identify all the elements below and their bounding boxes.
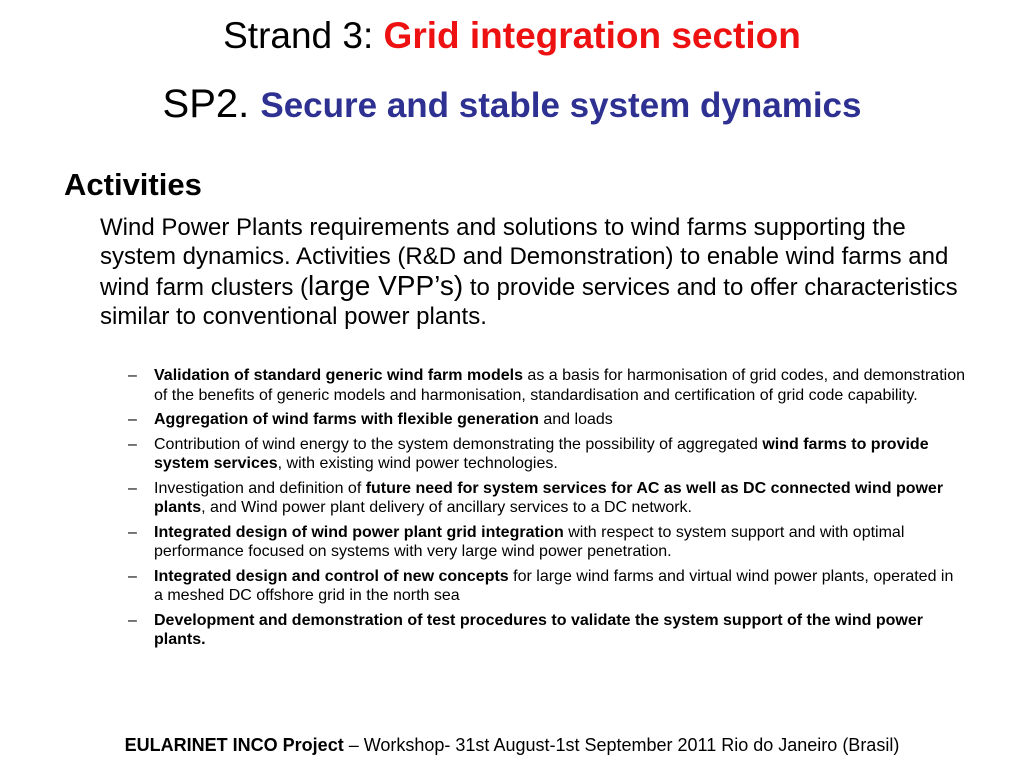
activity-list [126,366,966,655]
subtitle-highlight: Secure and stable system dynamics [260,86,862,125]
footer-event: – Workshop- 31st August-1st September 2011 Rio do Janeiro (Brasil) [343,735,900,755]
bullet-text: as a basis for harmonisation of grid codes, and demonstration of the benefits of generic models and harmonisation, standardisation and certification of grid code capability. [154,367,965,404]
bullet-text: , and Wind power plant delivery of ancillary services to a DC network. [201,499,692,516]
bullet-bold: Development and demonstration of test procedures to validate the system support of the wind power plants. [154,611,923,648]
slide-subtitle [0,80,1024,130]
bullet-dash: – [128,411,137,428]
slide-title [0,14,1024,58]
bullet-bold: Integrated design and control of new concepts [154,567,509,585]
footer-project: EULARINET INCO Project [124,735,344,755]
list-item [126,479,966,518]
activities-heading: Activities [64,167,202,202]
intro-text-1: Wind Power Plants requirements and solutions to wind farms supporting the system dynamics. Activities (R&D and Demonstration) to enable wind farms and wind farm clusters ( [100,214,949,301]
slide-footer [0,733,1024,757]
bullet-bold: Aggregation of wind farms with flexible generation [154,411,539,428]
list-item [126,611,966,650]
list-item [126,410,966,430]
intro-paragraph [100,213,980,331]
bullet-text: , with existing wind power technologies. [277,455,558,472]
bullet-text: for large wind farms and virtual wind power plants, operated in a meshed DC offshore grid in the north sea [154,567,954,604]
title-highlight: Grid integration section [383,15,801,56]
intro-text-2: to provide services and to offer characteristics similar to conventional power plants. [100,274,958,330]
subtitle-prefix: SP2. [162,82,261,126]
bullet-text: Contribution of wind energy to the system demonstrating the possibility of aggregated [154,435,763,453]
bullet-bold: wind farms to provide system services [154,435,929,472]
bullet-text: Investigation and definition of [154,479,366,497]
list-item [126,567,966,606]
bullet-bold: Validation of standard generic wind farm models [154,367,523,384]
title-prefix: Strand 3: [223,15,384,56]
bullet-dash: – [128,367,137,384]
bullet-dash: – [128,479,137,497]
bullet-dash: – [128,435,137,453]
intro-text-large: large VPP’s) [308,270,464,301]
bullet-text: with respect to system support and with optimal performance focused on systems with very large wind power penetration. [154,523,905,560]
list-item [126,523,966,562]
bullet-bold: Integrated design of wind power plant grid integration [154,523,564,541]
bullet-text: and loads [538,411,613,428]
bullet-dash: – [128,611,137,629]
bullet-dash: – [128,523,137,541]
list-item [126,366,966,405]
list-item [126,435,966,474]
bullet-bold: future need for system services for AC as well as DC connected wind power plants [154,479,944,516]
bullet-dash: – [128,567,137,585]
